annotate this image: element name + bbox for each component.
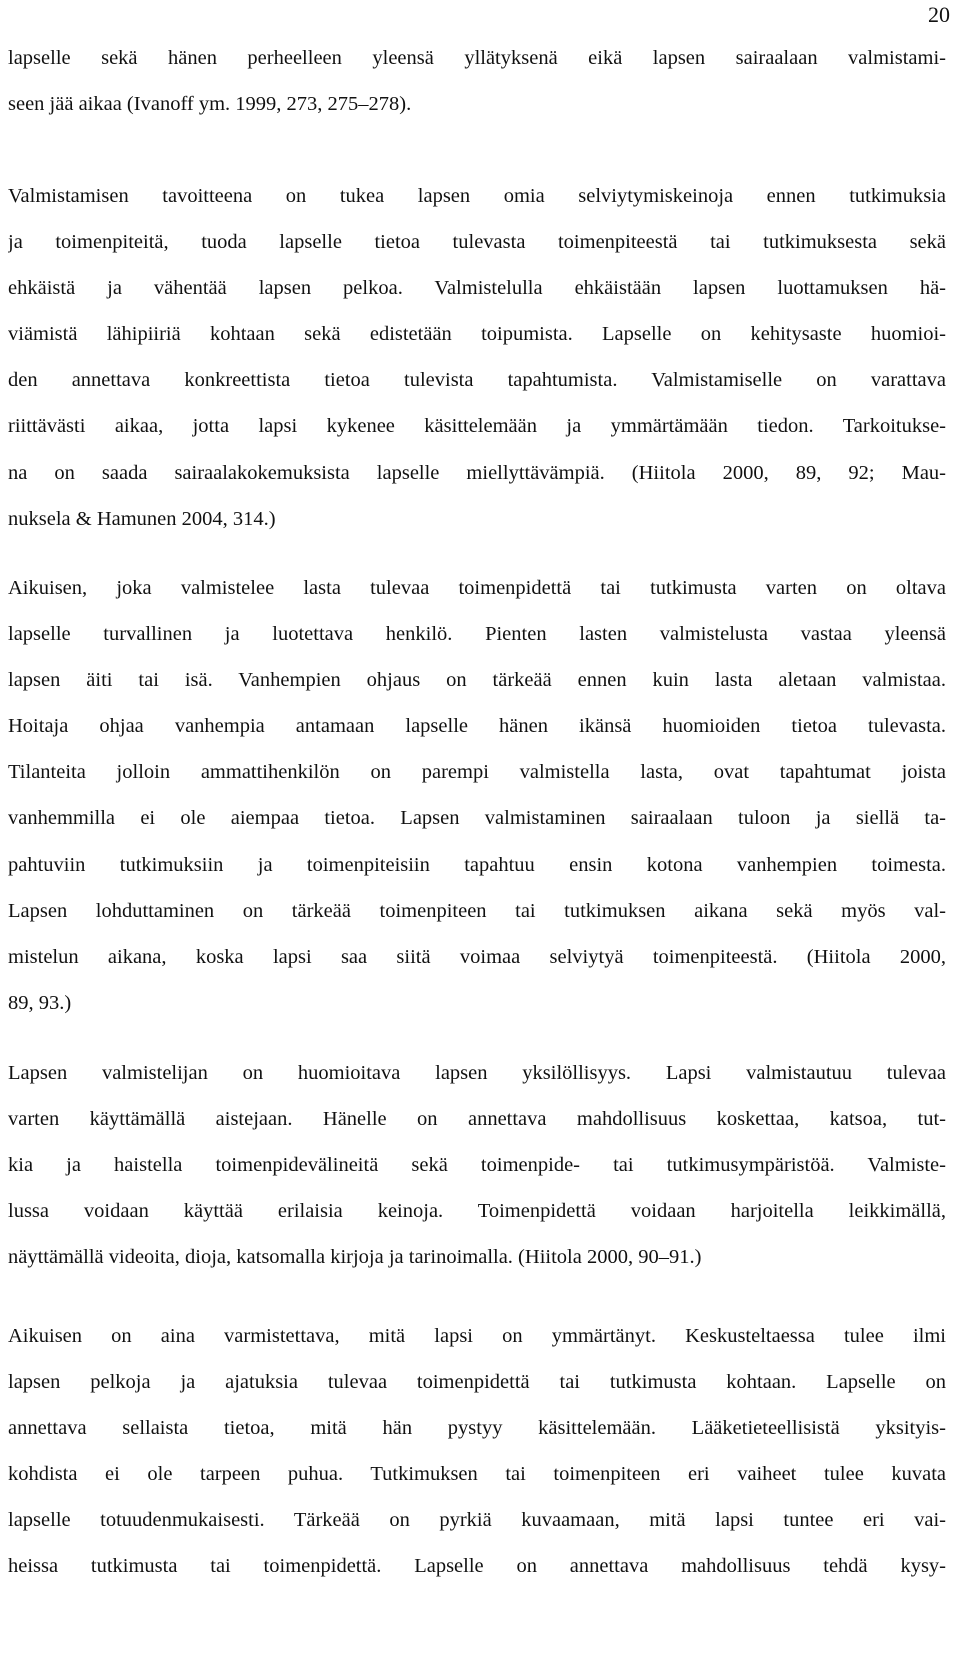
text-line: lussa voidaan käyttää erilaisia keinoja. Toimenpidettä voidaan harjoitella leikkimällä, [8,1200,946,1223]
text-line: Hoitaja ohjaa vanhempia antamaan lapselle hänen ikänsä huomioiden tietoa tulevasta. [8,715,946,738]
text-line: varten käyttämällä aistejaan. Hänelle on annettava mahdollisuus koskettaa, katsoa, tut- [8,1108,946,1131]
text-line: heissa tutkimusta tai toimenpidettä. Lapselle on annettava mahdollisuus tehdä kysy- [8,1555,946,1578]
text-line: Aikuisen, joka valmistelee lasta tulevaa toimenpidettä tai tutkimusta varten on oltava [8,577,946,599]
text-line: mistelun aikana, koska lapsi saa siitä voimaa selviytyä toimenpiteestä. (Hiitola 2000, [8,945,946,968]
text-line: Valmistamisen tavoitteena on tukea lapsen omia selviytymiskeinoja ennen tutkimuksia [8,185,946,207]
text-line: lapsen pelkoja ja ajatuksia tulevaa toimenpidettä tai tutkimusta kohtaan. Lapselle on [8,1371,946,1394]
text-line: nuksela & Hamunen 2004, 314.) [8,507,276,530]
text-line: den annettava konkreettista tietoa tulevista tapahtumista. Valmistamiselle on varattava [8,369,946,392]
text-line: Tilanteita jolloin ammattihenkilön on parempi valmistella lasta, ovat tapahtumat joista [8,761,946,784]
text-line: Lapsen valmistelijan on huomioitava lapsen yksilöllisyys. Lapsi valmistautuu tulevaa [8,1062,946,1084]
page-number: 20 [928,2,950,27]
paragraph-5 [8,1313,946,1590]
paragraph-1 [8,35,946,127]
text-line: ja toimenpiteitä, tuoda lapselle tietoa tulevasta toimenpiteestä tai tutkimuksesta sekä [8,231,946,254]
text-line: näyttämällä videoita, dioja, katsomalla kirjoja ja tarinoimalla. (Hiitola 2000, 90–91.) [8,1246,702,1269]
text-line: lapselle turvallinen ja luotettava henkilö. Pienten lasten valmistelusta vastaa yleensä [8,623,946,646]
text-line: pahtuviin tutkimuksiin ja toimenpiteisiin tapahtuu ensin kotona vanhempien toimesta. [8,853,946,876]
text-line: Aikuisen on aina varmistettava, mitä lapsi on ymmärtänyt. Keskusteltaessa tulee ilmi [8,1325,946,1347]
text-line: 89, 93.) [8,991,72,1014]
text-line: lapselle sekä hänen perheelleen yleensä yllätyksenä eikä lapsen sairaalaan valmistami- [8,47,946,69]
paragraph-3 [8,565,946,1026]
text-line: annettava sellaista tietoa, mitä hän pystyy käsittelemään. Lääketieteellisistä yksityis- [8,1417,946,1440]
text-line: lapselle totuudenmukaisesti. Tärkeää on pyrkiä kuvaamaan, mitä lapsi tuntee eri vai- [8,1509,946,1532]
text-line: riittävästi aikaa, jotta lapsi kykenee käsittelemään ja ymmärtämään tiedon. Tarkoitukse- [8,415,946,438]
text-line: na on saada sairaalakokemuksista lapselle miellyttävämpiä. (Hiitola 2000, 89, 92; Mau- [8,461,946,484]
text-line: Lapsen lohduttaminen on tärkeää toimenpiteen tai tutkimuksen aikana sekä myös val- [8,899,946,922]
text-line: kohdista ei ole tarpeen puhua. Tutkimuksen tai toimenpiteen eri vaiheet tulee kuvata [8,1463,946,1486]
text-line: viämistä lähipiiriä kohtaan sekä edistetään toipumista. Lapselle on kehitysaste huomioi- [8,323,946,346]
paragraph-2 [8,173,946,542]
text-line: ehkäistä ja vähentää lapsen pelkoa. Valmistelulla ehkäistään lapsen luottamuksen hä- [8,277,946,300]
text-line: kia ja haistella toimenpidevälineitä sekä toimenpide- tai tutkimusympäristöä. Valmiste- [8,1154,946,1177]
text-line: lapsen äiti tai isä. Vanhempien ohjaus on tärkeää ennen kuin lasta aletaan valmistaa. [8,669,946,692]
paragraph-4 [8,1050,946,1280]
text-line: seen jää aikaa (Ivanoff ym. 1999, 273, 275–278). [8,93,412,116]
text-line: vanhemmilla ei ole aiempaa tietoa. Lapsen valmistaminen sairaalaan tuloon ja siellä ta- [8,807,946,830]
